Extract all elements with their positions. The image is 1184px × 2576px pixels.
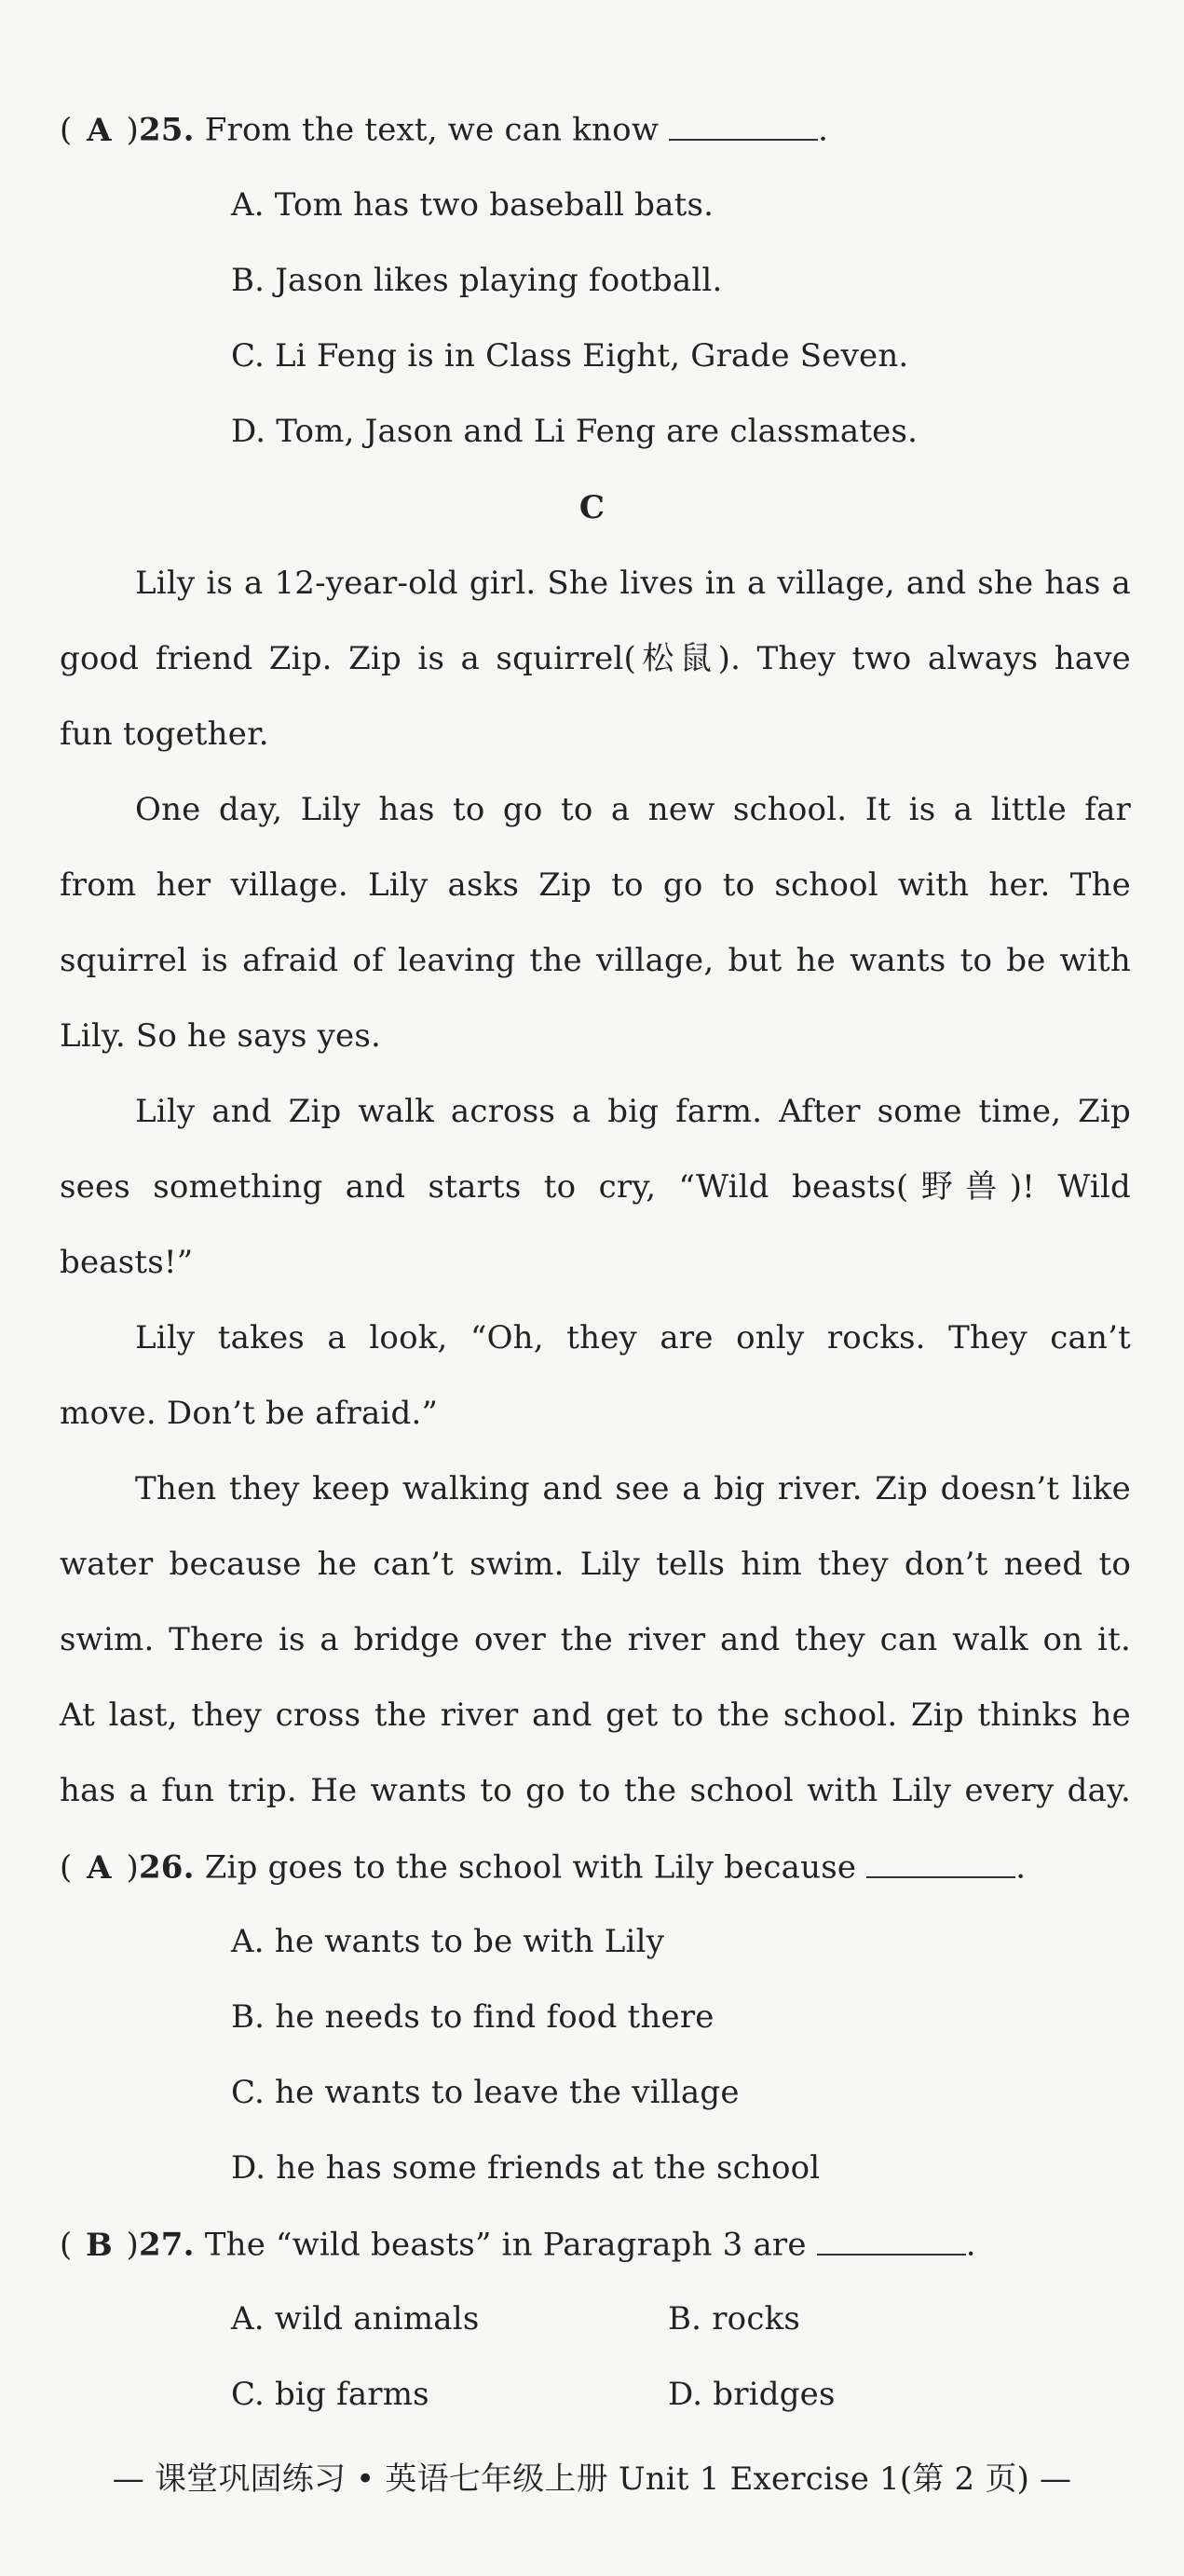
question-number: 26. <box>138 1848 195 1887</box>
passage-line: Lily and Zip walk across a big farm. After some time, Zip <box>135 1093 1131 1130</box>
passage-line: Lily. So he says yes. <box>60 1017 381 1055</box>
paren-open: ( <box>60 1848 73 1887</box>
passage-line: Lily is a 12-year-old girl. She lives in a village, and she has a <box>135 565 1131 602</box>
passage-line: Then they keep walking and see a big river. Zip doesn’t like <box>135 1470 1131 1507</box>
option-a: A. Tom has two baseball bats. <box>231 186 714 224</box>
answer-letter: B <box>86 2226 113 2264</box>
passage-line: sees something and starts to cry, “Wild beasts(野兽)! Wild <box>60 1168 1131 1206</box>
option-c: C. Li Feng is in Class Eight, Grade Seven. <box>231 337 909 375</box>
option-a: A. wild animals <box>231 2300 480 2337</box>
passage-line: squirrel is afraid of leaving the village, but he wants to be with <box>60 942 1131 979</box>
question-25 <box>60 110 828 149</box>
question-26 <box>60 1847 1026 1887</box>
passage-line: good friend Zip. Zip is a squirrel(松鼠). They two always have <box>60 640 1131 677</box>
answer-blank <box>817 2225 966 2256</box>
option-d: D. Tom, Jason and Li Feng are classmates. <box>231 413 919 450</box>
passage-line: move. Don’t be afraid.” <box>60 1395 439 1432</box>
page-footer: — 课堂巩固练习 • 英语七年级上册 Unit 1 Exercise 1(第 2 页) — <box>112 2460 1072 2498</box>
question-number: 25. <box>138 111 195 149</box>
question-stem: Zip goes to the school with Lily because <box>204 1848 857 1887</box>
option-a: A. he wants to be with Lily <box>231 1923 665 1960</box>
stem-end: . <box>1015 1848 1027 1887</box>
option-d: D. bridges <box>668 2376 836 2413</box>
stem-end: . <box>818 111 829 149</box>
stem-end: . <box>965 2226 976 2264</box>
passage-line: has a fun trip. He wants to go to the school with Lily every day. <box>60 1772 1131 1809</box>
option-c: C. big farms <box>231 2376 429 2413</box>
passage-line: water because he can’t swim. Lily tells him they don’t need to <box>60 1546 1131 1583</box>
paren-close: ) <box>126 1848 139 1887</box>
question-number: 27. <box>138 2226 195 2264</box>
passage-line: Lily takes a look, “Oh, they are only rocks. They can’t <box>135 1319 1131 1356</box>
answer-letter: A <box>87 1848 112 1887</box>
passage-line: At last, they cross the river and get to the school. Zip thinks he <box>60 1697 1131 1734</box>
passage-line: from her village. Lily asks Zip to go to school with her. The <box>60 866 1131 904</box>
option-c: C. he wants to leave the village <box>231 2074 740 2111</box>
question-27 <box>60 2225 976 2264</box>
option-d: D. he has some friends at the school <box>231 2149 821 2187</box>
passage-line: beasts!” <box>60 1244 194 1281</box>
paren-close: ) <box>126 111 139 149</box>
question-stem: From the text, we can know <box>204 111 660 149</box>
answer-blank <box>669 110 818 141</box>
passage-line: One day, Lily has to go to a new school. It is a little far <box>135 791 1131 828</box>
passage-line: swim. There is a bridge over the river and they can walk on it. <box>60 1621 1131 1658</box>
passage-line: fun together. <box>60 716 269 753</box>
section-title: C <box>578 489 606 526</box>
option-b: B. he needs to find food there <box>231 1998 714 2036</box>
option-b: B. rocks <box>668 2300 801 2337</box>
option-b: B. Jason likes playing football. <box>231 262 723 299</box>
paren-open: ( <box>60 2226 73 2264</box>
answer-blank <box>866 1847 1015 1878</box>
answer-letter: A <box>87 111 112 149</box>
paren-open: ( <box>60 111 73 149</box>
paren-close: ) <box>126 2226 139 2264</box>
question-stem: The “wild beasts” in Paragraph 3 are <box>204 2226 807 2264</box>
